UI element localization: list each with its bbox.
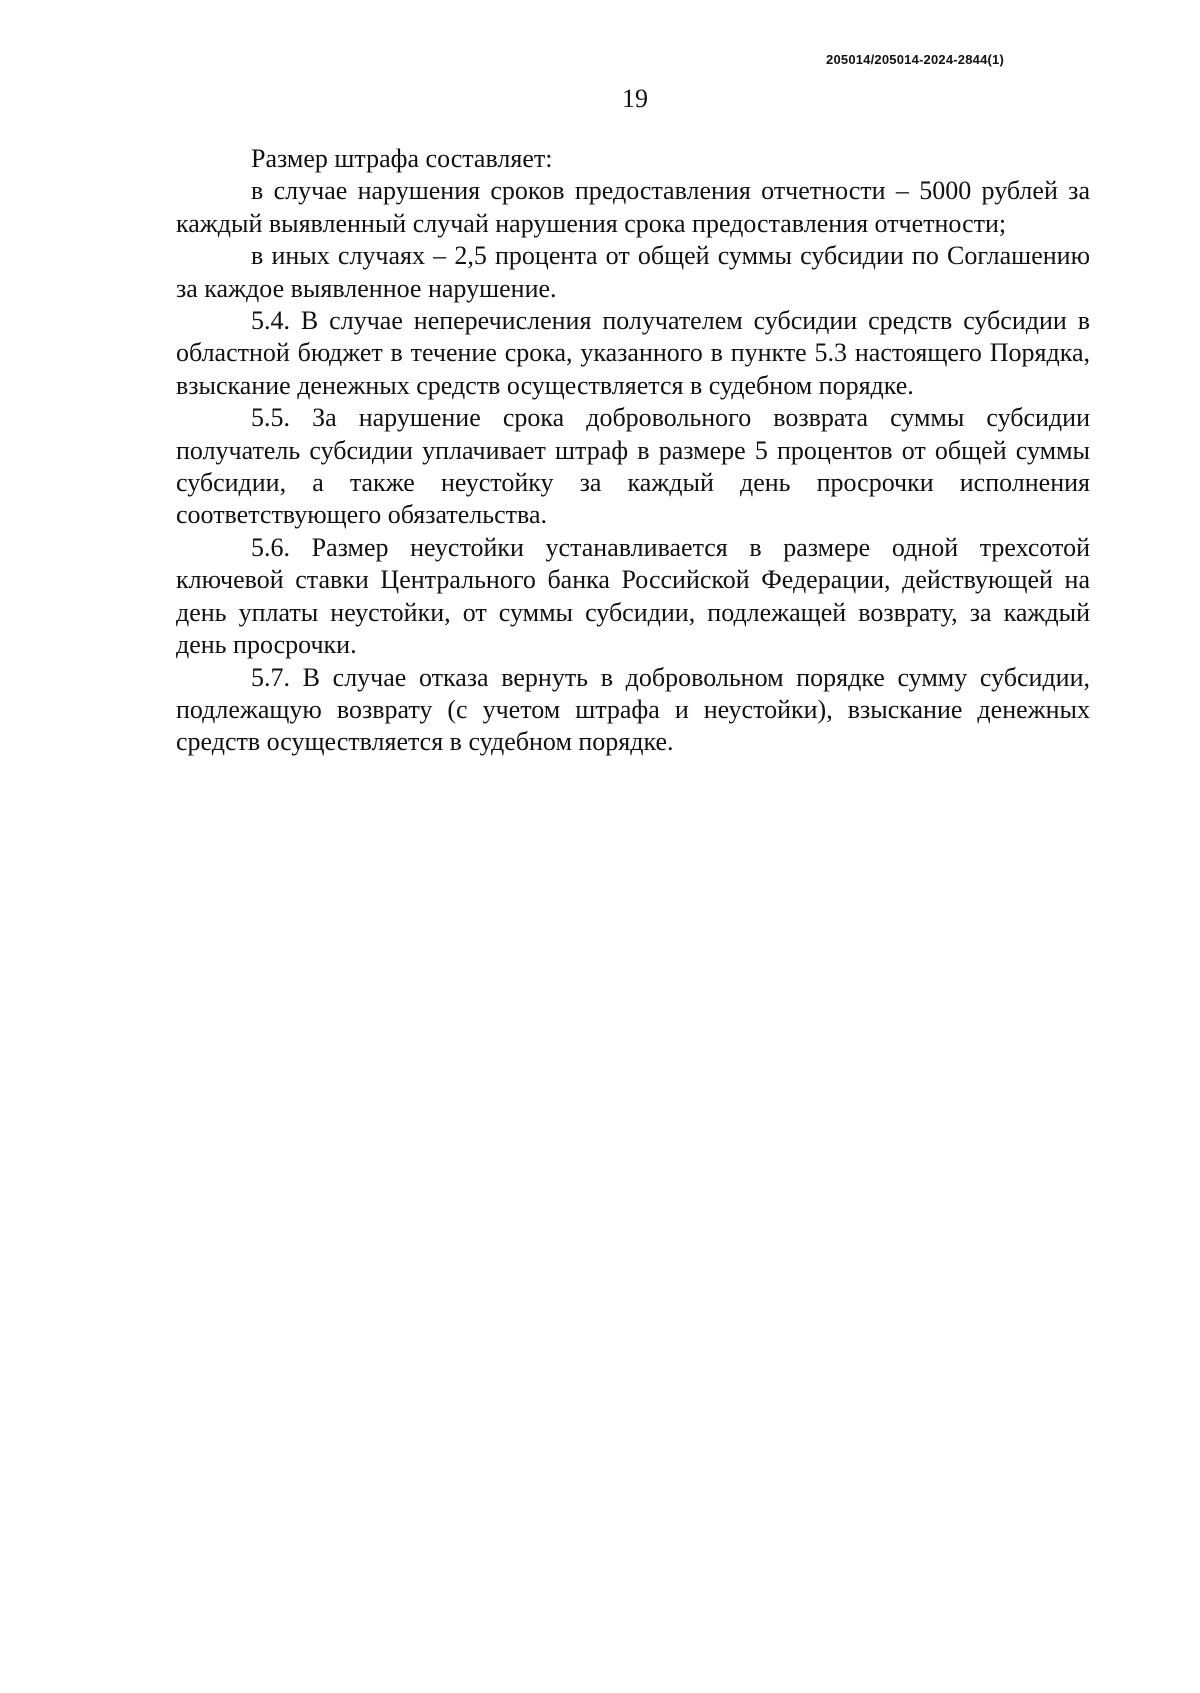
paragraph-clause-5-4: 5.4. В случае неперечисления получателем субсидии средств субсидии в областной бюджет в течение срока, указанного в пункте 5.3 настоящего Порядка, взыскание денежных средств осуществляется в судебном порядке. [176, 306, 1090, 400]
document-id: 205014/205014-2024-2844(1) [826, 52, 1004, 67]
paragraph-clause-5-6: 5.6. Размер неустойки устанавливается в размере одной трехсотой ключевой ставки Центрального банка Российской Федерации, действующей на день уплаты неустойки, от суммы субсидии, подлежащей возврату, за каждый день просрочки. [176, 532, 1090, 660]
paragraph-fine-other: в иных случаях – 2,5 процента от общей суммы субсидии по Соглашению за каждое выявленное нарушение. [176, 241, 1090, 303]
paragraph-clause-5-5: 5.5. За нарушение срока добровольного возврата суммы субсидии получатель субсидии уплачивает штраф в размере 5 процентов от общей суммы субсидии, а также неустойку за каждый день просрочки исполнения соответствующего обязательства. [176, 403, 1090, 530]
paragraph-fine-reporting: в случае нарушения сроков предоставления отчетности – 5000 рублей за каждый выявленный случай нарушения срока предоставления отчетности; [176, 176, 1090, 238]
paragraph-clause-5-7: 5.7. В случае отказа вернуть в добровольном порядке сумму субсидии, подлежащую возврату (с учетом штрафа и неустойки), взыскание денежных средств осуществляется в судебном порядке. [176, 662, 1090, 757]
document-body [176, 143, 1090, 759]
paragraph-fine-intro: Размер штрафа составляет: [251, 144, 553, 173]
page-number: 19 [622, 84, 648, 113]
